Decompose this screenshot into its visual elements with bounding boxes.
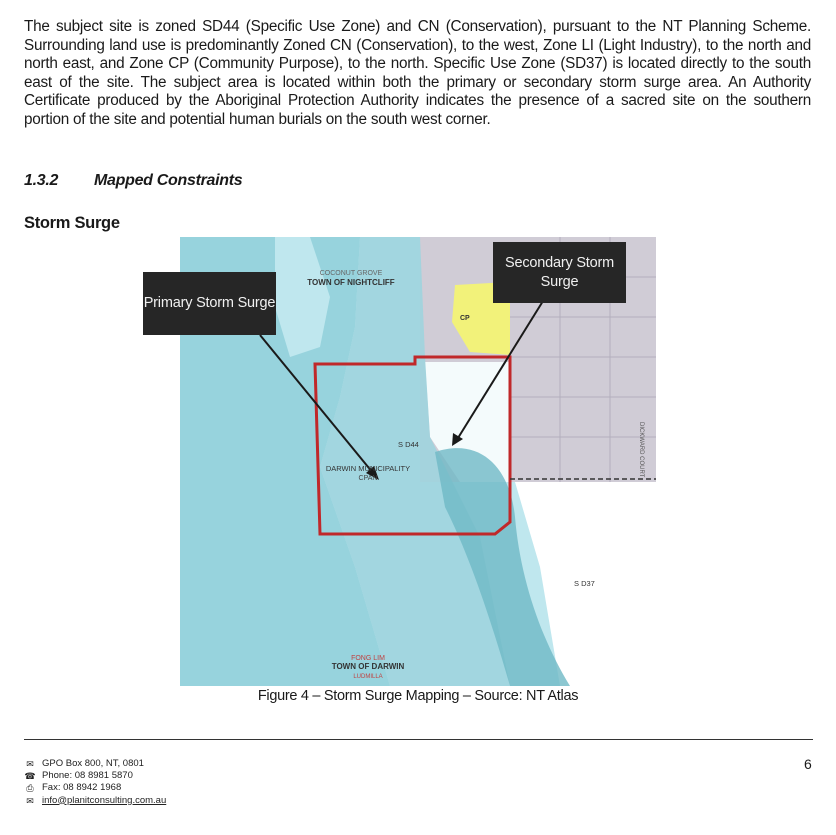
footer-contact <box>24 758 166 807</box>
label-darwin-municipality: DARWIN MUNICIPALITY <box>325 464 411 473</box>
footer-address: GPO Box 800, NT, 0801 <box>42 758 144 769</box>
footer-email-row <box>24 795 166 807</box>
mailbox-icon: ✉ <box>26 759 34 769</box>
footer-phone: Phone: 08 8981 5870 <box>42 770 133 782</box>
callout-primary-storm-surge: Primary Storm Surge <box>143 272 276 335</box>
page-number: 6 <box>804 756 812 772</box>
footer-fax: Fax: 08 8942 1968 <box>42 782 122 794</box>
label-town-of-darwin: TOWN OF DARWIN <box>331 662 405 671</box>
fax-icon: ⎙ <box>26 783 34 794</box>
label-cp: CP <box>460 315 470 322</box>
phone-icon: ☎ <box>24 771 36 782</box>
label-sd37: S D37 <box>574 579 595 588</box>
label-ludmilla: LUDMILLA <box>353 674 383 680</box>
label-coconut-grove: COCONUT GROVE <box>319 270 383 277</box>
footer-address-row <box>24 758 166 770</box>
footer-fax-row <box>24 782 166 794</box>
label-sd44: S D44 <box>398 440 419 449</box>
footer-email-link[interactable]: info@planitconsulting.com.au <box>42 794 167 806</box>
label-nightcliff: TOWN OF NIGHTCLIFF <box>307 278 395 287</box>
section-title: Mapped Constraints <box>94 172 243 189</box>
callout-secondary-storm-surge: Secondary Storm Surge <box>493 242 626 303</box>
section-number: 1.3.2 <box>24 172 59 189</box>
label-cpan: CPAN <box>358 475 378 482</box>
footer-phone-row <box>24 770 166 782</box>
label-road: DICKWARD COURT <box>638 422 644 478</box>
section-heading <box>24 172 242 190</box>
footer-divider <box>24 739 813 740</box>
body-paragraph: The subject site is zoned SD44 (Specific Use Zone) and CN (Conservation), pursuant to the NT Planning Scheme. Surrounding land use is predominantly Zoned CN (Conservation), to the west, Zone LI (Light Industry), to the north and north east, and Zone CP (Community Purpose), to the north. Specific Use Zone (SD37) is located directly to the south east of the site. The subject area is located within both the primary or secondary storm surge area. An Authority Certificate produced by the Aboriginal Protection Authority indicates the presence of a sacred site on the southern portion of the site and potential human burials on the south west corner. <box>24 18 811 128</box>
subheading-storm-surge: Storm Surge <box>24 214 120 232</box>
figure-caption: Figure 4 – Storm Surge Mapping – Source: NT Atlas <box>257 688 579 704</box>
label-fong-lim: FONG LIM <box>351 655 385 662</box>
envelope-icon: ✉ <box>26 795 34 806</box>
